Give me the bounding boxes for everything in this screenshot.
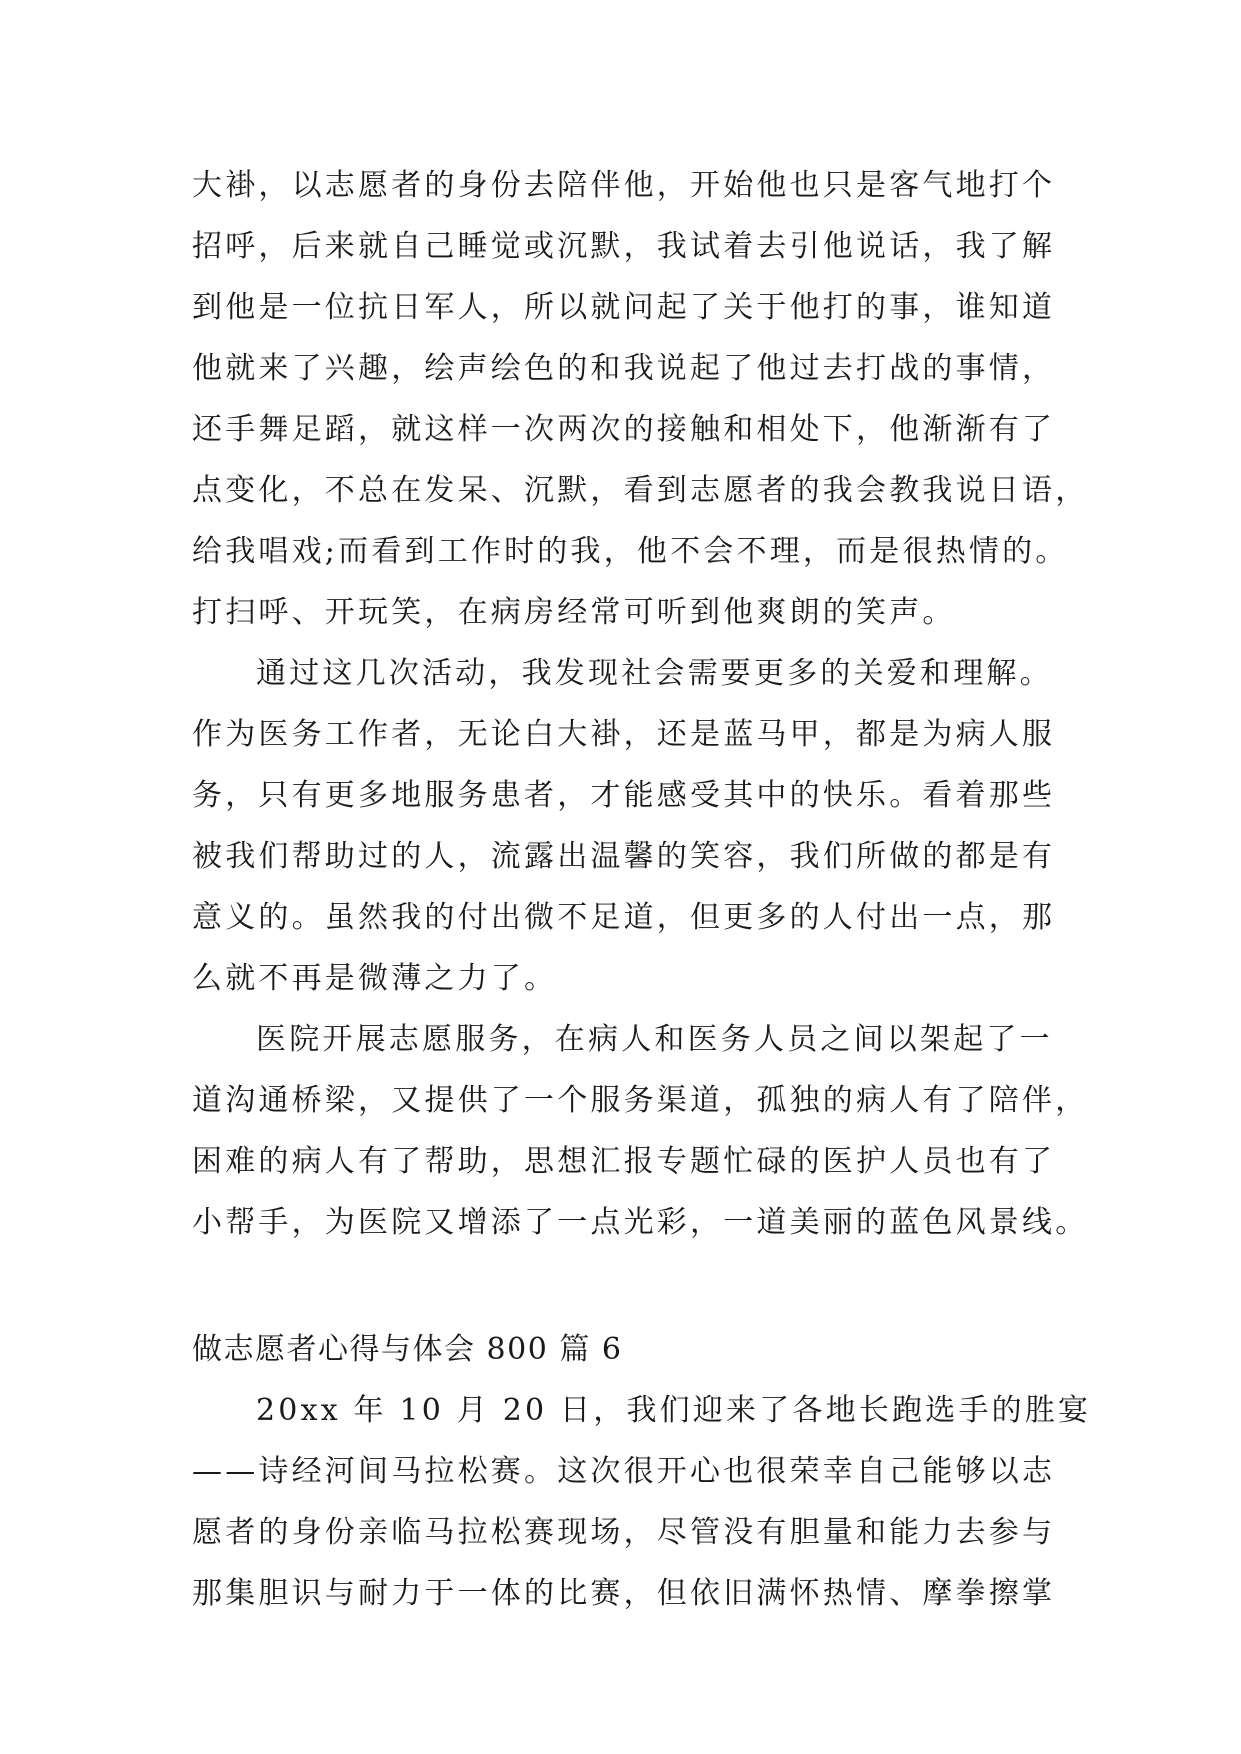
paragraph-line: 小帮手，为医院又增添了一点光彩，一道美丽的蓝色风景线。 xyxy=(192,1205,1089,1240)
paragraph-line: ——诗经河间马拉松赛。这次很开心也很荣幸自己能够以志 xyxy=(192,1454,1056,1489)
paragraph-first-line: 20xx 年 10 月 20 日，我们迎来了各地长跑选手的胜宴 xyxy=(256,1393,1092,1428)
paragraph-line: 还手舞足蹈，就这样一次两次的接触和相处下，他渐渐有了 xyxy=(192,412,1056,447)
paragraph-2 xyxy=(192,643,1062,1009)
paragraph-3 xyxy=(192,1009,1089,1253)
paragraph-1 xyxy=(192,155,1089,643)
paragraph-first-line: 医院开展志愿服务，在病人和医务人员之间以架起了一 xyxy=(256,1022,1053,1057)
paragraph-line: 意义的。虽然我的付出微不足道，但更多的人付出一点，那 xyxy=(192,900,1056,935)
paragraph-first-line: 通过这几次活动，我发现社会需要更多的关爱和理解。 xyxy=(256,656,1053,691)
paragraph-line: 他就来了兴趣，绘声绘色的和我说起了他过去打战的事情， xyxy=(192,351,1056,386)
paragraph-line: 道沟通桥梁，又提供了一个服务渠道，孤独的病人有了陪伴， xyxy=(192,1083,1089,1118)
paragraph-line: 到他是一位抗日军人，所以就问起了关于他打的事，谁知道 xyxy=(192,290,1056,325)
paragraph-line: 招呼，后来就自己睡觉或沉默，我试着去引他说话，我了解 xyxy=(192,229,1056,264)
paragraph-line: 大褂，以志愿者的身份去陪伴他，开始他也只是客气地打个 xyxy=(192,168,1056,203)
paragraph-line: 务，只有更多地服务患者，才能感受其中的快乐。看着那些 xyxy=(192,778,1056,813)
paragraph-line: 困难的病人有了帮助，思想汇报专题忙碌的医护人员也有了 xyxy=(192,1144,1056,1179)
paragraph-line: 愿者的身份亲临马拉松赛现场，尽管没有胆量和能力去参与 xyxy=(192,1515,1056,1550)
paragraph-line: 作为医务工作者，无论白大褂，还是蓝马甲，都是为病人服 xyxy=(192,717,1056,752)
paragraph-line: 那集胆识与耐力于一体的比赛，但依旧满怀热情、摩拳擦掌 xyxy=(192,1576,1056,1611)
paragraph-line: 打扫呼、开玩笑，在病房经常可听到他爽朗的笑声。 xyxy=(192,595,956,630)
paragraph-line: 么就不再是微薄之力了。 xyxy=(192,961,558,996)
document-body xyxy=(192,155,1092,1624)
paragraph-line: 给我唱戏;而看到工作时的我，他不会不理，而是很热情的。 xyxy=(192,534,1069,569)
paragraph-line: 点变化，不总在发呆、沉默，看到志愿者的我会教我说日语， xyxy=(192,473,1089,508)
paragraph-line: 被我们帮助过的人，流露出温馨的笑容，我们所做的都是有 xyxy=(192,839,1056,874)
paragraph-4 xyxy=(192,1380,1092,1624)
section-heading: 做志愿者心得与体会 800 篇 6 xyxy=(192,1332,623,1367)
